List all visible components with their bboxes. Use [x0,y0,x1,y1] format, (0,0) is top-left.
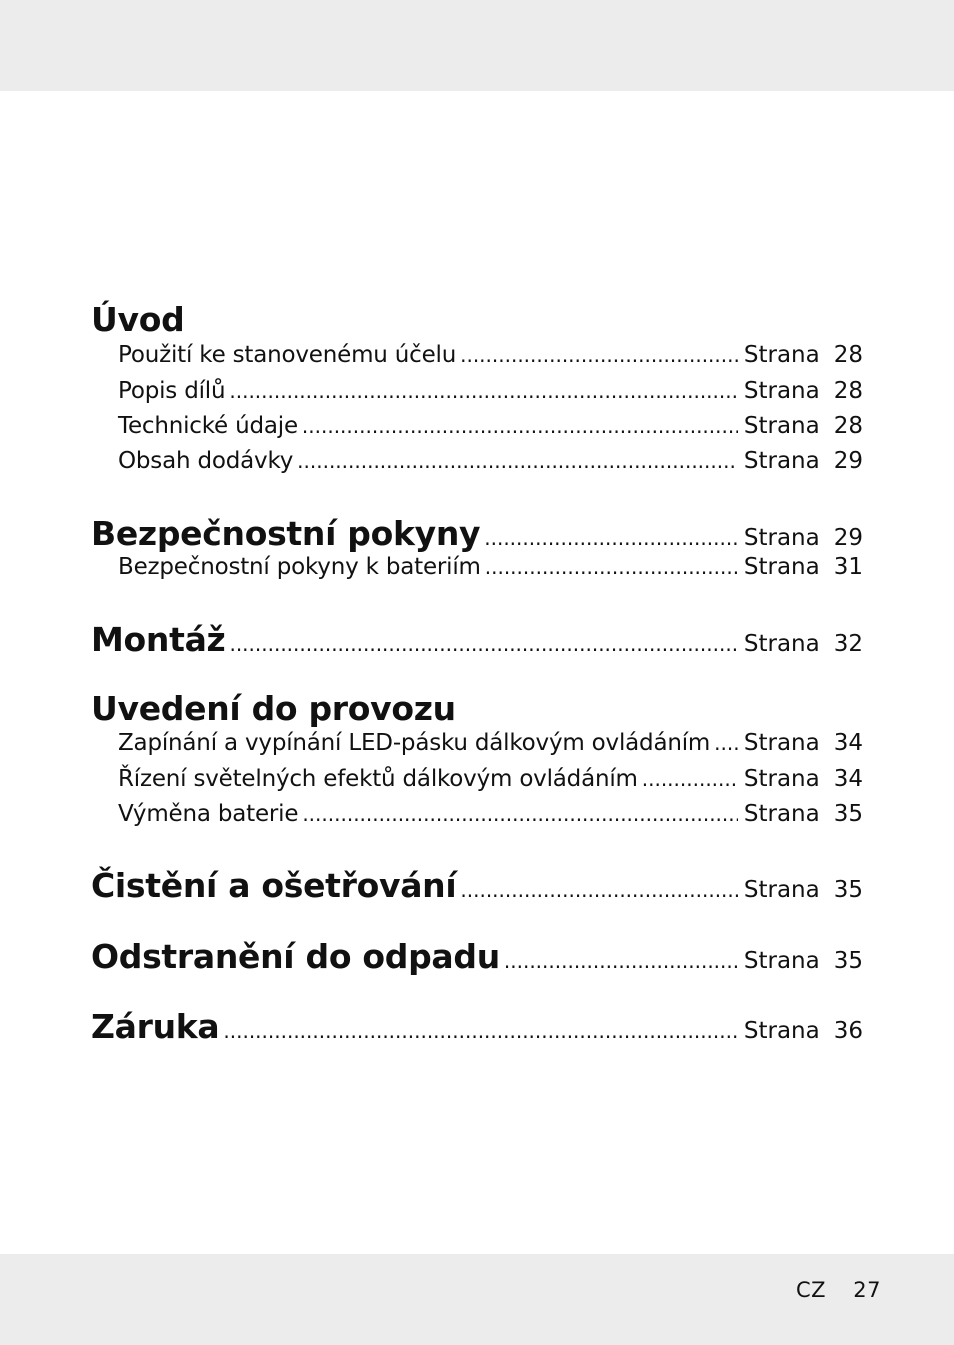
toc-page-number: 31 [833,554,863,580]
toc-heading-bezpecnostni-pokyny[interactable] [91,514,863,553]
toc-title: Technické údaje [118,413,298,439]
toc-page-number: 32 [833,631,863,657]
dot-leader [302,414,738,438]
toc-title: Bezpečnostní pokyny [91,514,481,553]
toc-entry[interactable] [118,730,863,756]
toc-entry[interactable] [118,448,863,474]
toc-title: Použití ke stanovenému účelu [118,342,457,368]
toc-heading-odstraneni[interactable] [91,937,863,976]
toc-title: Úvod [91,300,185,339]
toc-entry[interactable] [118,342,863,368]
toc-title: Řízení světelných efektů dálkovým ovládáním [118,766,638,792]
toc-page-number: 35 [833,948,863,974]
toc-page-number: 29 [833,525,863,551]
toc-title: Montáž [91,620,226,659]
toc-page-word: Strana [743,877,820,903]
dot-leader [504,949,738,973]
toc-title: Záruka [91,1007,220,1046]
toc-entry[interactable] [118,378,863,404]
dot-leader [302,802,738,826]
toc-heading-uvedeni-do-provozu[interactable] [91,689,863,728]
toc-page-number: 34 [833,730,863,756]
toc-title: Bezpečnostní pokyny k bateriím [118,554,481,580]
toc-page-word: Strana [743,730,820,756]
dot-leader [460,343,738,367]
toc-page-word: Strana [743,631,820,657]
toc-title: Popis dílů [118,378,226,404]
toc-page-word: Strana [743,801,820,827]
dot-leader [223,1019,737,1043]
toc-heading-montaz[interactable] [91,620,863,659]
dot-leader [642,767,738,791]
toc-page-number: 36 [833,1018,863,1044]
toc-page-number: 28 [833,378,863,404]
toc-heading-uvod[interactable] [91,300,863,339]
toc-page-word: Strana [743,554,820,580]
toc-page-word: Strana [743,448,820,474]
toc-entry[interactable] [118,554,863,580]
dot-leader [229,379,738,403]
toc-heading-zaruka[interactable] [91,1007,863,1046]
toc-title: Výměna baterie [118,801,299,827]
toc-page-word: Strana [743,342,820,368]
toc-title: Zapínání a vypínání LED-pásku dálkovým ovládáním [118,730,711,756]
toc-page-number: 34 [833,766,863,792]
toc-page-word: Strana [743,413,820,439]
toc-title: Uvedení do provozu [91,689,456,728]
page-footer [796,1278,881,1302]
toc-page-word: Strana [743,948,820,974]
toc-title: Čistění a ošetřování [91,866,457,905]
toc-entry[interactable] [118,413,863,439]
toc-page-word: Strana [743,525,820,551]
dot-leader [297,449,738,473]
toc-heading-cisteni[interactable] [91,866,863,905]
page-number: 27 [853,1278,881,1302]
dot-leader [714,731,738,755]
toc-entry[interactable] [118,766,863,792]
toc-page-number: 35 [833,801,863,827]
toc-entry[interactable] [118,801,863,827]
dot-leader [484,526,738,550]
toc-title: Odstranění do odpadu [91,937,500,976]
toc-title: Obsah dodávky [118,448,294,474]
toc-page-number: 35 [833,877,863,903]
dot-leader [229,632,737,656]
toc-page-word: Strana [743,378,820,404]
toc-page-word: Strana [743,1018,820,1044]
dot-leader [460,878,737,902]
toc-page-number: 29 [833,448,863,474]
toc-page-word: Strana [743,766,820,792]
dot-leader [485,555,738,579]
toc-page-number: 28 [833,413,863,439]
language-code: CZ [796,1278,827,1302]
toc-page-number: 28 [833,342,863,368]
top-margin-band [0,0,954,91]
